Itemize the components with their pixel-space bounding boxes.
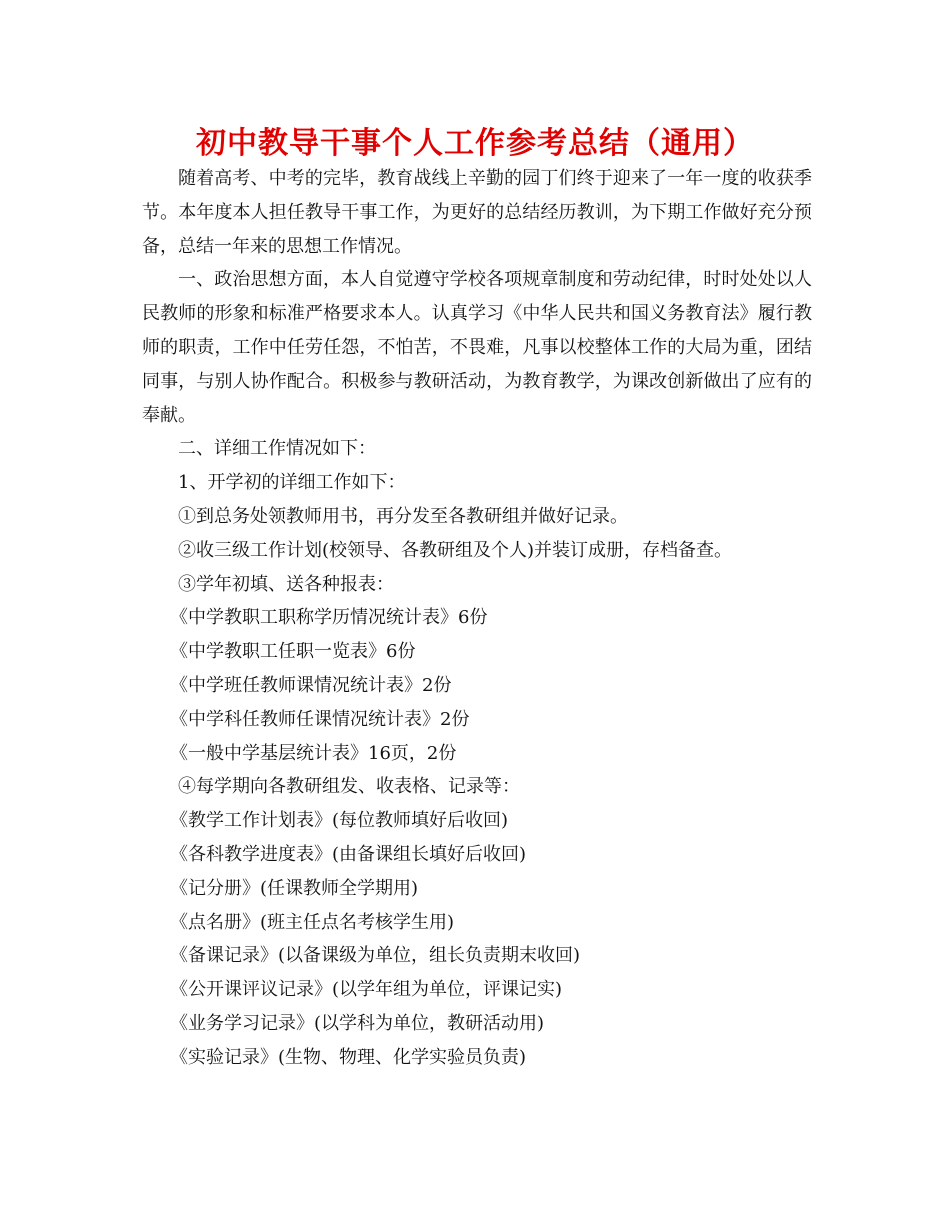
report-item: 《中学科任教师任课情况统计表》2份 <box>170 708 470 730</box>
report-item: 《中学班任教师课情况统计表》2份 <box>170 674 452 696</box>
record-item: 《公开课评议记录》(以学年组为单位，评课记实) <box>170 979 563 1001</box>
list-item: ③学年初填、送各种报表： <box>178 573 394 595</box>
document-body <box>142 162 812 1075</box>
document-title: 初中教导干事个人工作参考总结（通用） <box>196 126 754 161</box>
record-item: 《点名册》(班主任点名考核学生用) <box>170 911 455 933</box>
list-item: ④每学期向各教研组发、收表格、记录等： <box>178 776 520 798</box>
section-heading: 二、详细工作情况如下： <box>178 438 376 460</box>
record-item: 《实验记录》(生物、物理、化学实验员负责) <box>170 1046 527 1068</box>
report-item: 《中学教职工职称学历情况统计表》6份 <box>170 607 488 629</box>
record-item: 《记分册》(任课教师全学期用) <box>170 877 419 899</box>
report-item: 《中学教职工任职一览表》6份 <box>170 641 416 663</box>
political-paragraph: 一、政治思想方面，本人自觉遵守学校各项规章制度和劳动纪律，时时处处以人民教师的形象和标准严格要求本人。认真学习《中华人民共和国义务教育法》履行教师的职责，工作中任劳任怨，不怕苦，不畏难，凡事以校整体工作的大局为重，团结同事，与别人协作配合。积极参与教研活动，为教育教学，为课改创新做出了应有的奉献。 <box>142 269 812 426</box>
record-item: 《教学工作计划表》(每位教师填好后收回) <box>170 810 509 832</box>
list-item: ②收三级工作计划(校领导、各教研组及个人)并装订成册，存档备查。 <box>178 539 733 561</box>
record-item: 《备课记录》(以备课级为单位，组长负责期末收回) <box>170 945 581 967</box>
subsection-heading: 1、开学初的详细工作如下： <box>178 472 406 494</box>
record-item: 《业务学习记录》(以学科为单位，教研活动用) <box>170 1012 545 1034</box>
list-item: ①到总务处领教师用书，再分发至各教研组并做好记录。 <box>178 505 628 527</box>
intro-paragraph: 随着高考、中考的完毕，教育战线上辛勤的园丁们终于迎来了一年一度的收获季节。本年度本人担任教导干事工作，为更好的总结经历教训，为下期工作做好充分预备，总结一年来的思想工作情况。 <box>142 168 812 257</box>
record-item: 《各科教学进度表》(由备课组长填好后收回) <box>170 843 527 865</box>
report-item: 《一般中学基层统计表》16页，2份 <box>170 742 457 764</box>
